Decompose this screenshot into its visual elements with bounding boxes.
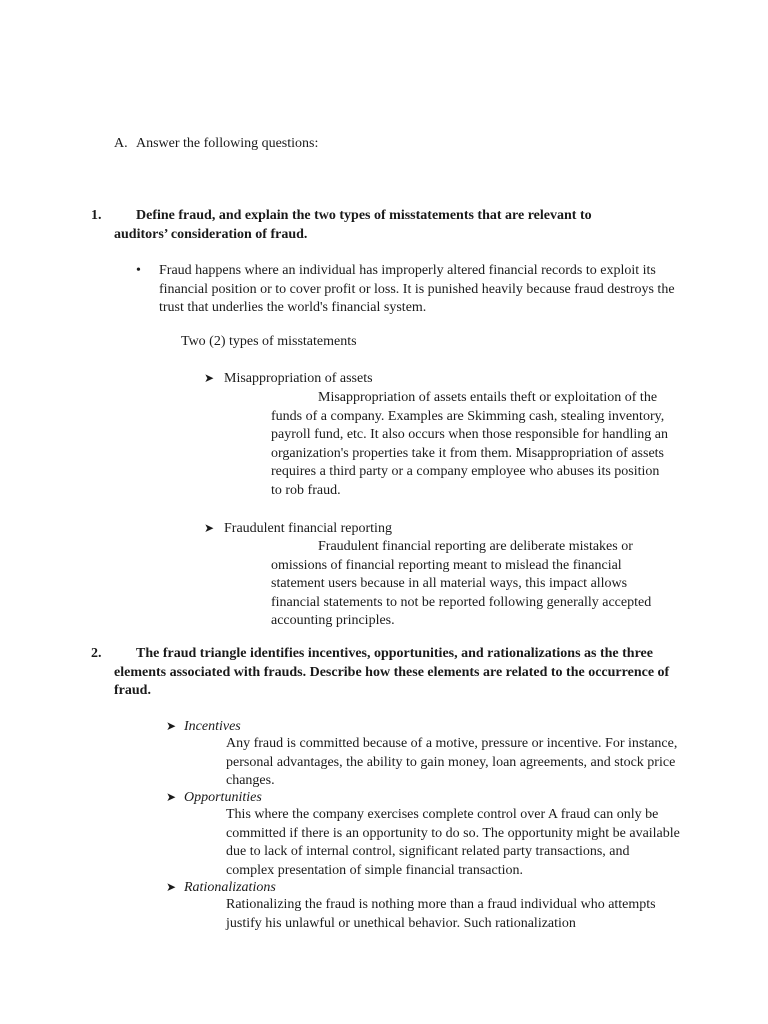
item-body: Fraudulent financial reporting are deliberate mistakes or omissions of financial reporting meant to mislead the financial statement users because in all material ways, this impact allows financial statements to not be reported following generally accepted accounting principles. xyxy=(271,539,652,628)
item-title: Opportunities xyxy=(184,790,262,805)
item-title: Misappropriation of assets xyxy=(224,371,373,386)
list-item xyxy=(204,369,373,389)
arrow-bullet-icon: ➤ xyxy=(166,880,177,894)
question-2-number: 2. xyxy=(91,646,102,661)
list-item xyxy=(166,878,276,898)
arrow-bullet-icon: ➤ xyxy=(166,790,177,804)
fraud-definition: Fraud happens where an individual has improperly altered financial records to exploit its financial position or to cover profit or loss. It is punished heavily because fraud destroys the trust that underlies the world's financial system. xyxy=(159,263,675,315)
list-item xyxy=(166,717,241,737)
item-body: Misappropriation of assets entails theft or exploitation of the funds of a company. Examples are Skimming cash, stealing inventory, payroll fund, etc. It also occurs when those responsible for handling an organization's properties take it from them. Misappropriation of assets requires a third party or a company employee who abuses its position to rob fraud. xyxy=(271,390,668,498)
section-heading xyxy=(114,135,318,154)
item-title: Incentives xyxy=(184,719,241,734)
item-body: This where the company exercises complete control over A fraud can only be committed if there is an opportunity to do so. The opportunity might be available due to lack of internal control, significant related party transactions, and complex presentation of simple financial transaction. xyxy=(226,807,680,878)
item-body: Rationalizing the fraud is nothing more than a fraud individual who attempts justify his unlawful or unethical behavior. Such rationalization xyxy=(226,897,656,931)
question-2-text: The fraud triangle identifies incentives, opportunities, and rationalizations as the three elements associated with frauds. Describe how these elements are related to the occurrence of fraud. xyxy=(114,646,670,698)
section-letter: A. xyxy=(114,136,128,151)
arrow-bullet-icon: ➤ xyxy=(204,371,215,385)
question-1-text: Define fraud, and explain the two types of misstatements that are relevant to auditors’ consideration of fraud. xyxy=(114,208,592,242)
question-1-number: 1. xyxy=(91,208,102,223)
arrow-bullet-icon: ➤ xyxy=(166,719,177,733)
types-heading: Two (2) types of misstatements xyxy=(181,334,357,349)
item-body: Any fraud is committed because of a motive, pressure or incentive. For instance, personal advantages, the ability to gain money, loan agreements, and stock price changes. xyxy=(226,736,678,788)
bullet-marker: • xyxy=(136,263,141,278)
item-title: Fraudulent financial reporting xyxy=(224,521,392,536)
arrow-bullet-icon: ➤ xyxy=(204,521,215,535)
list-item xyxy=(166,788,262,808)
item-title: Rationalizations xyxy=(184,880,276,895)
section-text: Answer the following questions: xyxy=(136,136,319,151)
list-item xyxy=(204,519,392,539)
